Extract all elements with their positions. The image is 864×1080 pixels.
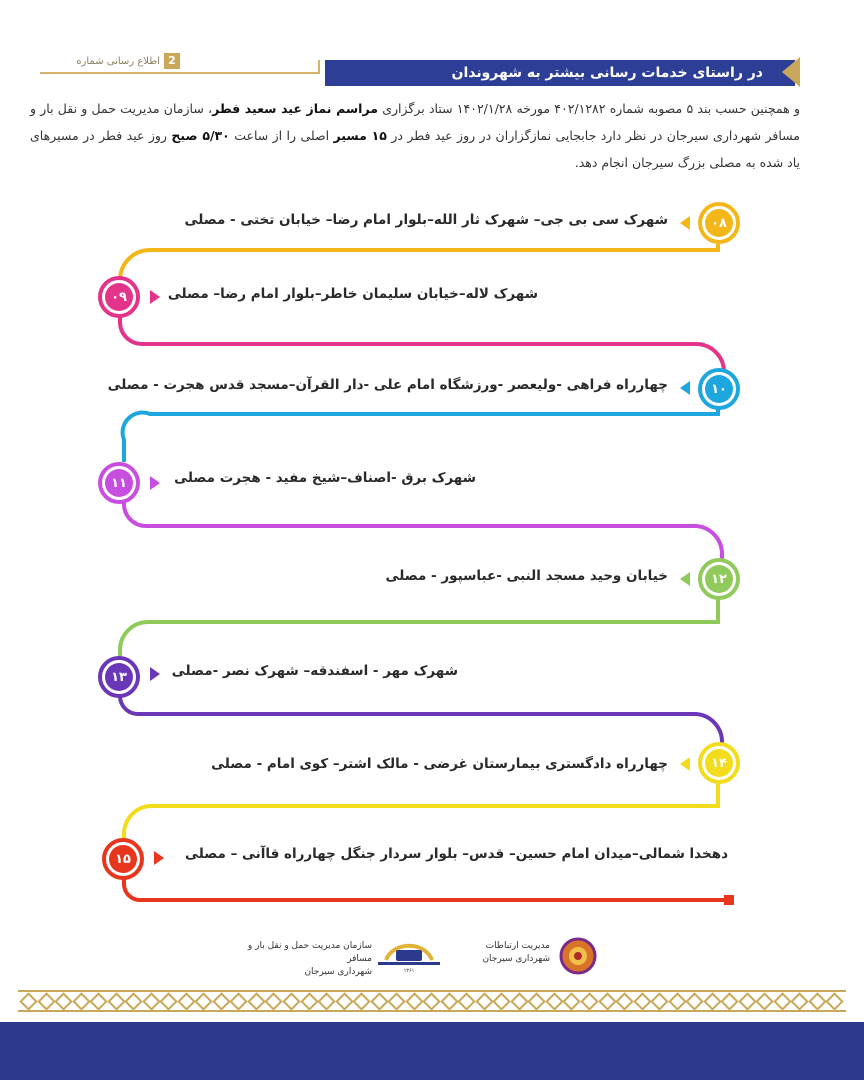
route-text-15: دهخدا شمالی–میدان امام حسین– قدس– بلوار سردار جنگل چهارراه قاآنی – مصلی: [185, 846, 728, 862]
pointer-icon: [680, 216, 690, 230]
timeline-end-marker: [724, 895, 734, 905]
route-text-12: خیابان وحید مسجد النبی -عباسپور - مصلی: [385, 568, 668, 584]
route-number-09: ۰۹: [105, 283, 133, 311]
route-text-13: شهرک مهر - اسفندقه– شهرک نصر -مصلی: [171, 663, 458, 679]
notice-number: 2: [164, 53, 180, 69]
org1-line-2: شهرداری سیرجان: [482, 954, 550, 964]
pointer-icon: [154, 851, 164, 865]
route-badge-09: [98, 276, 140, 318]
bottom-decorative-band: [0, 1022, 864, 1080]
route-number-11: ۱۱: [105, 469, 133, 497]
connector-10-11: [123, 408, 718, 462]
route-badge-13: [98, 656, 140, 698]
pointer-icon: [150, 290, 160, 304]
pointer-icon: [680, 381, 690, 395]
route-number-13: ۱۳: [105, 663, 133, 691]
intro-bold-1: مراسم نماز عید سعید فطر: [212, 101, 378, 116]
org1-line-1: مدیریت ارتباطات: [485, 941, 550, 951]
intro-part-4: روز عید فطر در مسیرهای یاد شده به مصلی بزرگ سیرجان انجام دهد.: [30, 128, 800, 170]
connector-09-10: [120, 316, 724, 372]
page-title: در راستای خدمات رسانی بیشتر به شهروندان: [325, 60, 795, 86]
route-number-14: ۱۴: [705, 749, 733, 777]
route-badge-11: [98, 462, 140, 504]
route-badge-08: [698, 202, 740, 244]
connector-11-12: [124, 498, 722, 560]
route-text-14: چهارراه دادگستری بیمارستان غرضی - مالک اشتر– کوی امام - مصلی: [211, 756, 668, 772]
connector-15-end: [124, 878, 726, 900]
decorative-pattern-strip: [18, 990, 846, 1012]
route-text-09: شهرک لاله–خیابان سلیمان خاطر–بلوار امام رضا– مصلی: [167, 286, 538, 302]
notice-text: اطلاع رسانی شماره: [76, 55, 160, 67]
pointer-icon: [680, 757, 690, 771]
org1-name: [456, 940, 550, 966]
connector-08-09: [120, 244, 718, 280]
route-badge-15: [102, 838, 144, 880]
transport-org-logo-icon: [374, 934, 444, 974]
intro-bold-2: ۱۵ مسیر: [333, 128, 387, 143]
intro-part-3: اصلی را از ساعت: [234, 128, 330, 143]
route-badge-10: [698, 368, 740, 410]
route-badge-14: [698, 742, 740, 784]
org2-line-1: سازمان مدیریت حمل و نقل بار و مسافر: [247, 941, 372, 964]
route-number-10: ۱۰: [705, 375, 733, 403]
pointer-icon: [150, 476, 160, 490]
connector-13-14: [120, 692, 722, 748]
intro-part-1: و همچنین حسب بند ۵ مصوبه شماره ۴۰۲/۱۲۸۲ مورخه ۱۴۰۲/۱/۲۸ ستاد برگزاری: [382, 101, 800, 116]
connector-14-15: [124, 784, 718, 842]
intro-bold-3: ۵/۳۰ صبح: [171, 128, 230, 143]
route-badge-12: [698, 558, 740, 600]
pointer-icon: [680, 572, 690, 586]
municipality-emblem-icon: [556, 936, 604, 976]
route-text-08: شهرک سی بی جی– شهرک ثار الله–بلوار امام رضا– خیابان تختی - مصلی: [184, 212, 668, 228]
org2-name: [236, 940, 372, 979]
route-number-12: ۱۲: [705, 565, 733, 593]
intro-part-2: ، سازمان مدیریت حمل و نقل بار و مسافر شهرداری سیرجان در نظر دارد جابجایی نمازگزاران در روز عید فطر در: [30, 101, 800, 143]
route-number-08: ۰۸: [705, 209, 733, 237]
org2-line-2: شهرداری سیرجان: [304, 967, 372, 977]
logo-year: ۱۳۶۱: [403, 968, 415, 974]
connector-12-13: [120, 596, 718, 656]
pointer-icon: [150, 667, 160, 681]
route-number-15: ۱۵: [109, 845, 137, 873]
route-text-10: چهارراه فراهی -ولیعصر -ورزشگاه امام علی -دار القرآن–مسجد قدس هجرت - مصلی: [107, 377, 668, 393]
route-text-11: شهرک برق -اصناف–شیخ مفید - هجرت مصلی: [174, 470, 476, 486]
